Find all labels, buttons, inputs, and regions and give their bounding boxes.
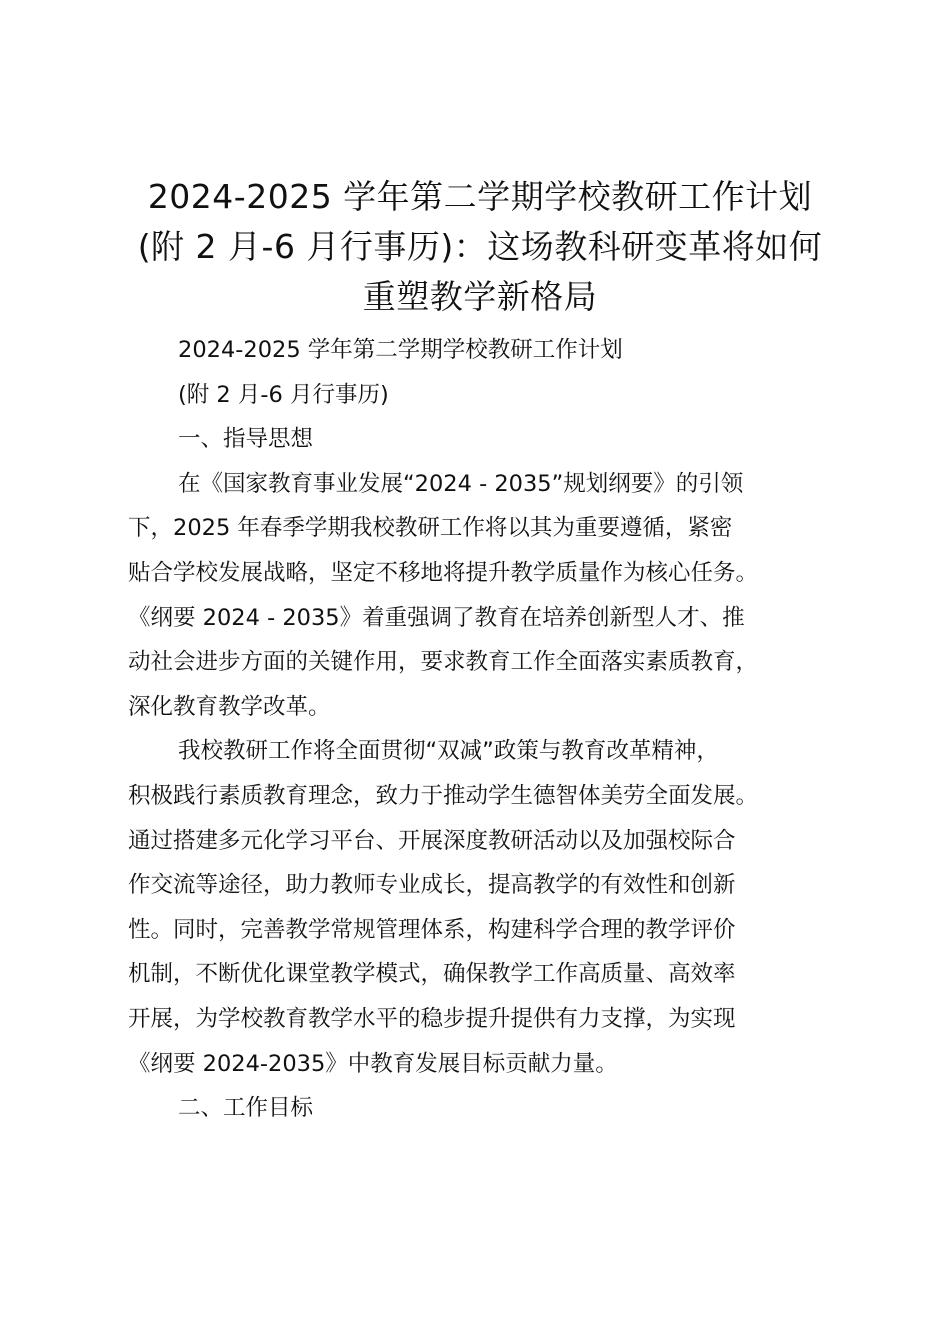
paragraph-line: 积极践行素质教育理念，致力于推动学生德智体美劳全面发展。	[128, 782, 759, 809]
title-line: 2024-2025 学年第二学期学校教研工作计划	[147, 177, 813, 216]
section-heading: 一、指导思想	[178, 426, 314, 453]
subtitle-line: (附 2 月-6 月行事历)	[178, 381, 389, 408]
title-line: 重塑教学新格局	[362, 277, 598, 316]
paragraph-line: 通过搭建多元化学习平台、开展深度教研活动以及加强校际合	[128, 827, 736, 854]
paragraph-line: 在《国家教育事业发展“2024 - 2035”规划纲要》的引领	[178, 470, 744, 497]
document-title	[110, 172, 850, 322]
paragraph-line: 《纲要 2024 - 2035》着重强调了教育在培养创新型人才、推	[128, 604, 745, 631]
paragraph-line: 《纲要 2024-2035》中教育发展目标贡献力量。	[128, 1050, 618, 1077]
paragraph-line: 深化教育教学改革。	[128, 693, 331, 720]
paragraph-line: 下，2025 年春季学期我校教研工作将以其为重要遵循，紧密	[128, 515, 733, 542]
paragraph-line: 我校教研工作将全面贯彻“双减”政策与教育改革精神，	[178, 738, 719, 765]
paragraph-line: 贴合学校发展战略，坚定不移地将提升教学质量作为核心任务。	[128, 559, 759, 586]
section-heading: 二、工作目标	[178, 1095, 314, 1122]
paragraph	[128, 729, 858, 1086]
paragraph-line: 动社会进步方面的关键作用，要求教育工作全面落实素质教育，	[128, 649, 759, 676]
paragraph-line: 开展，为学校教育教学水平的稳步提升提供有力支撑，为实现	[128, 1005, 736, 1032]
paragraph-line: 机制，不断优化课堂教学模式，确保教学工作高质量、高效率	[128, 961, 736, 988]
paragraph-line: 性。同时，完善教学常规管理体系，构建科学合理的教学评价	[128, 916, 736, 943]
paragraph	[128, 462, 858, 730]
subtitle-line: 2024-2025 学年第二学期学校教研工作计划	[178, 337, 623, 363]
paragraph-line: 作交流等途径，助力教师专业成长，提高教学的有效性和创新	[128, 872, 736, 899]
document-body	[128, 328, 858, 1131]
title-line: (附 2 月-6 月行事历)：这场教科研变革将如何	[137, 227, 823, 266]
